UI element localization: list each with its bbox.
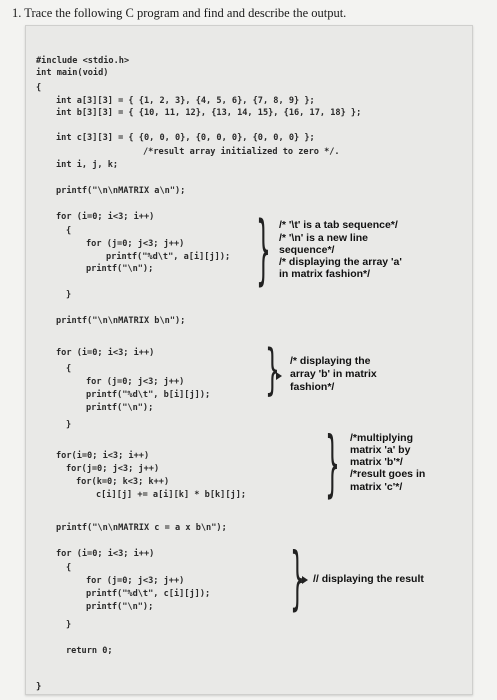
code-line-for-i-b: for (i=0; i<3; i++)	[56, 348, 155, 358]
code-line-printf-c: printf("%d\t", c[i][j]);	[86, 589, 211, 599]
comment-matrix-fashion: in matrix fashion*/	[279, 268, 371, 280]
comment-matrix-a-by: matrix 'a' by	[350, 444, 411, 456]
code-line-print-matrix-b: printf("\n\nMATRIX b\n");	[56, 316, 186, 326]
code-line-newline-c: printf("\n");	[86, 602, 154, 612]
code-line-return: return 0;	[66, 646, 113, 656]
code-line-brace-a: {	[66, 226, 72, 236]
code-line-declare-ijk: int i, j, k;	[56, 160, 119, 170]
brace-multiply: }	[325, 424, 340, 508]
code-line-array-a: int a[3][3] = { {1, 2, 3}, {4, 5, 6}, {7, 8, 9} };	[56, 96, 315, 106]
brace-matrix-b: }	[265, 340, 280, 403]
code-line-main: int main(void)	[36, 68, 109, 78]
code-line-for-j-c: for (j=0; j<3; j++)	[86, 576, 185, 586]
comment-multiplying: /*multiplying	[350, 432, 413, 444]
code-line-close-c: }	[66, 620, 72, 630]
code-line-brace-c: {	[66, 563, 72, 573]
comment-fashion-b: fashion*/	[290, 381, 335, 393]
code-line-for-j-b: for (j=0; j<3; j++)	[86, 377, 185, 387]
code-line-init-comment: /*result array initialized to zero */.	[143, 147, 340, 157]
code-line-for-i-a: for (i=0; i<3; i++)	[56, 212, 155, 222]
code-line-print-matrix-a: printf("\n\nMATRIX a\n");	[56, 186, 186, 196]
comment-tab-sequence: /* '\t' is a tab sequence*/	[279, 219, 398, 231]
comment-display-result: // displaying the result	[313, 573, 424, 585]
question-heading: 1. Trace the following C program and find and describe the output.	[12, 6, 347, 20]
code-line-print-matrix-c: printf("\n\nMATRIX c = a x b\n");	[56, 523, 227, 533]
code-line-close-b: }	[66, 420, 72, 430]
code-line-for-i-mult: for(i=0; i<3; i++)	[56, 451, 150, 461]
comment-display-a: /* displaying the array 'a'	[279, 256, 402, 268]
code-line-open-brace: {	[36, 83, 42, 93]
brace-matrix-a: }	[256, 208, 271, 297]
brace-result: }	[290, 540, 305, 620]
code-line-multiply: c[i][j] += a[i][k] * b[k][j];	[96, 490, 247, 500]
comment-array-b: array 'b' in matrix	[290, 368, 377, 380]
comment-matrix-b: matrix 'b'*/	[350, 456, 403, 468]
code-line-printf-a: printf("%d\t", a[i][j]);	[106, 252, 231, 262]
code-line-for-i-c: for (i=0; i<3; i++)	[56, 549, 155, 559]
code-line-printf-b: printf("%d\t", b[i][j]);	[86, 390, 211, 400]
comment-sequence: sequence*/	[279, 244, 335, 256]
code-line-newline-a: printf("\n");	[86, 264, 154, 274]
comment-newline: /* '\n' is a new line	[279, 232, 369, 244]
comment-matrix-c: matrix 'c'*/	[350, 481, 403, 493]
code-line-include: #include <stdio.h>	[36, 56, 130, 66]
code-line-brace-b: {	[66, 364, 72, 374]
code-line-final-brace: }	[36, 682, 42, 692]
code-line-for-k-mult: for(k=0; k<3; k++)	[76, 477, 170, 487]
code-line-for-j-mult: for(j=0; j<3; j++)	[66, 464, 160, 474]
code-line-newline-b: printf("\n");	[86, 403, 154, 413]
arrow-matrix-b	[276, 372, 282, 380]
comment-display-b: /* displaying the	[290, 355, 371, 367]
code-line-array-c: int c[3][3] = { {0, 0, 0}, {0, 0, 0}, {0, 0, 0} };	[56, 133, 315, 143]
code-line-close-a: }	[66, 290, 72, 300]
code-line-for-j-a: for (j=0; j<3; j++)	[86, 239, 185, 249]
arrow-result	[302, 576, 308, 584]
comment-result-goes: /*result goes in	[350, 468, 426, 480]
code-line-array-b: int b[3][3] = { {10, 11, 12}, {13, 14, 15}, {16, 17, 18} };	[56, 108, 362, 118]
